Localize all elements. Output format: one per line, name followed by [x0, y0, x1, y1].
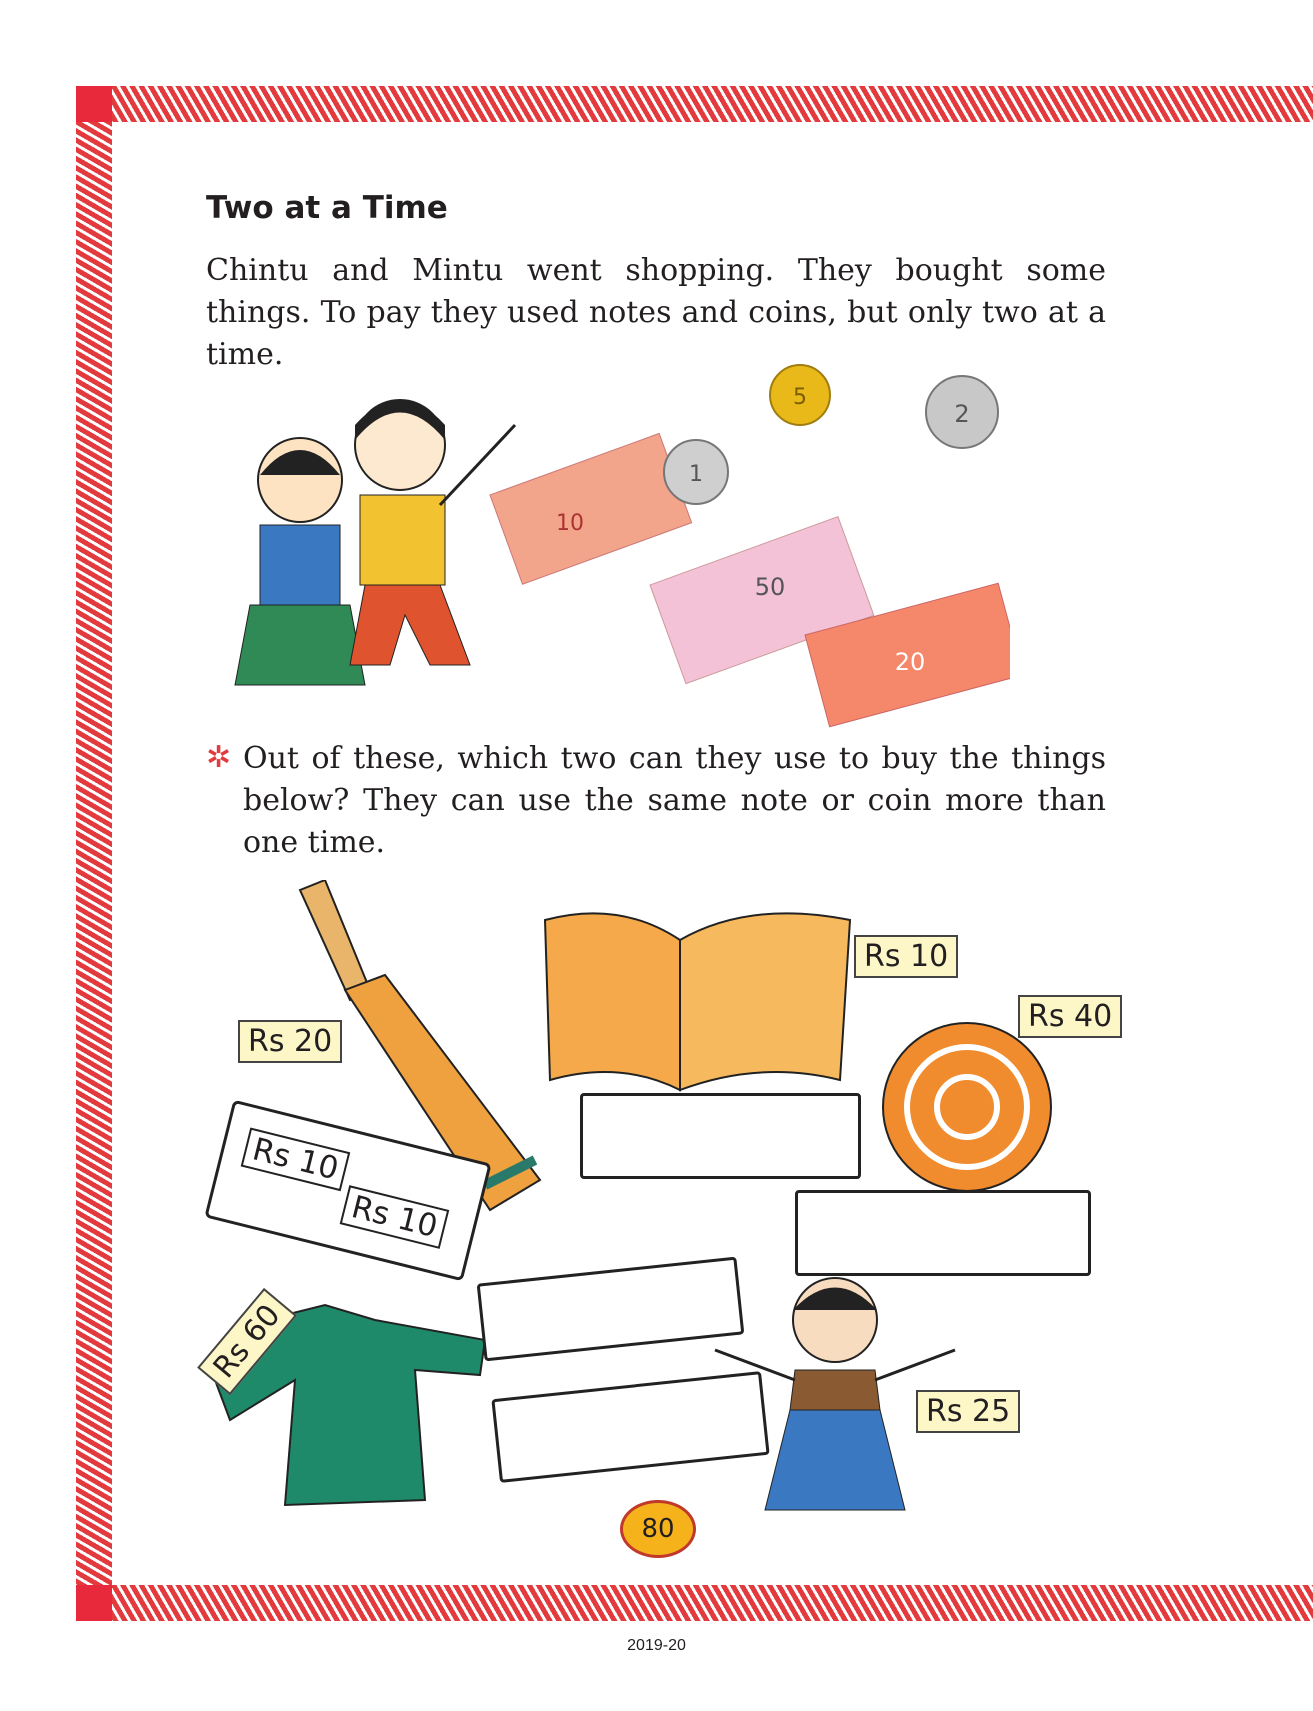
- svg-text:2: 2: [954, 400, 970, 428]
- year-footer: 2019-20: [627, 1637, 686, 1654]
- kurta-price-tag: Rs 60: [197, 1288, 297, 1395]
- book-price-tag: Rs 10: [854, 935, 958, 978]
- page-number: 80: [620, 1500, 696, 1558]
- svg-text:20: 20: [894, 648, 926, 676]
- book-answer-box[interactable]: [580, 1093, 861, 1179]
- svg-text:1: 1: [689, 462, 703, 487]
- coin-2: [926, 376, 998, 448]
- money-illustration: [480, 360, 1010, 730]
- book-illustration: [540, 900, 860, 1100]
- ball-illustration: [880, 1020, 1055, 1195]
- question-star-icon: ✲: [206, 740, 232, 775]
- bat-price-tag: Rs 20: [238, 1020, 342, 1063]
- svg-text:5: 5: [793, 385, 807, 410]
- svg-text:10: 10: [556, 511, 584, 536]
- ball-answer-box[interactable]: [795, 1190, 1091, 1276]
- svg-text:50: 50: [754, 573, 786, 601]
- corner-bottom-left: [76, 1585, 112, 1621]
- coin-1: [664, 440, 728, 504]
- section-title: Two at a Time: [206, 190, 448, 226]
- question-paragraph: Out of these, which two can they use to buy the things below? They can use the same note or coin more than one time.: [243, 741, 1106, 860]
- bottom-border: [76, 1585, 1313, 1621]
- bat-answer-note-1: Rs 10: [241, 1128, 351, 1192]
- intro-paragraph: Chintu and Mintu went shopping. They bought some things. To pay they used notes and coins, but only two at a time.: [206, 253, 1106, 372]
- ball-price-tag: Rs 40: [1018, 995, 1122, 1038]
- bat-answer-note-2: Rs 10: [340, 1185, 450, 1249]
- note-10: [490, 433, 692, 584]
- coin-5: [770, 365, 830, 425]
- top-border: [76, 86, 1313, 122]
- left-border: [76, 86, 112, 1621]
- doll-price-tag: Rs 25: [916, 1390, 1020, 1433]
- corner-top-left: [76, 86, 112, 122]
